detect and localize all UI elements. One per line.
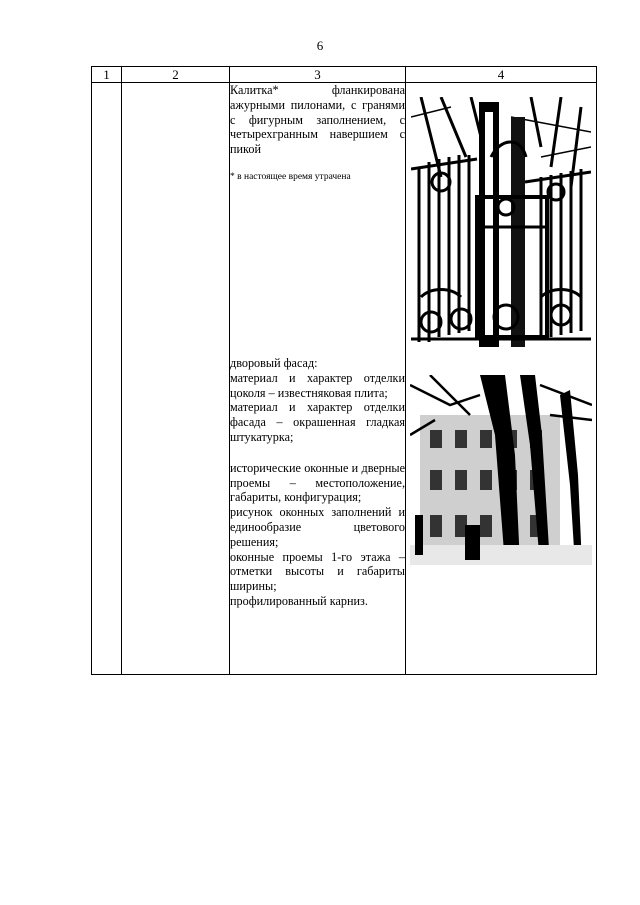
facade-item-openings: исторические оконные и дверные проемы – местоположение, габариты, конфигурация; (230, 460, 405, 505)
table-row (92, 83, 597, 675)
gate-photo (411, 97, 591, 347)
facade-item-finish: материал и характер отделки фасада – окрашенная гладкая штукатурка; (230, 400, 405, 444)
heritage-table (91, 66, 597, 675)
cell-col-3 (230, 83, 406, 675)
footnote: * в настоящее время утрачена (230, 171, 351, 182)
header-col-3: 3 (230, 67, 406, 83)
header-col-2: 2 (122, 67, 230, 83)
facade-item-first-floor: оконные проемы 1-го этажа – отметки высоты и габариты ширины; (230, 549, 405, 594)
header-col-4: 4 (406, 67, 597, 83)
facade-item-plinth: материал и характер отделки цоколя – известняковая плита; (230, 370, 405, 400)
courtyard-facade-photo (410, 375, 592, 565)
table-header-row (92, 67, 597, 83)
courtyard-facade-title: дворовый фасад: (230, 355, 318, 370)
header-col-1: 1 (92, 67, 122, 83)
page-number: 6 (316, 38, 324, 53)
cell-col-1 (92, 83, 122, 675)
facade-item-window-fill: рисунок оконных заполнений и единообразие цветового решения; (230, 505, 405, 549)
cell-col-4 (406, 83, 597, 675)
facade-item-cornice: профилированный карниз. (230, 593, 368, 608)
gate-description: Калитка* фланкирована ажурными пилонами, с гранями с фигурным заполнением, с четырехгранным навершием с пикой (230, 83, 405, 157)
cell-col-2 (122, 83, 230, 675)
